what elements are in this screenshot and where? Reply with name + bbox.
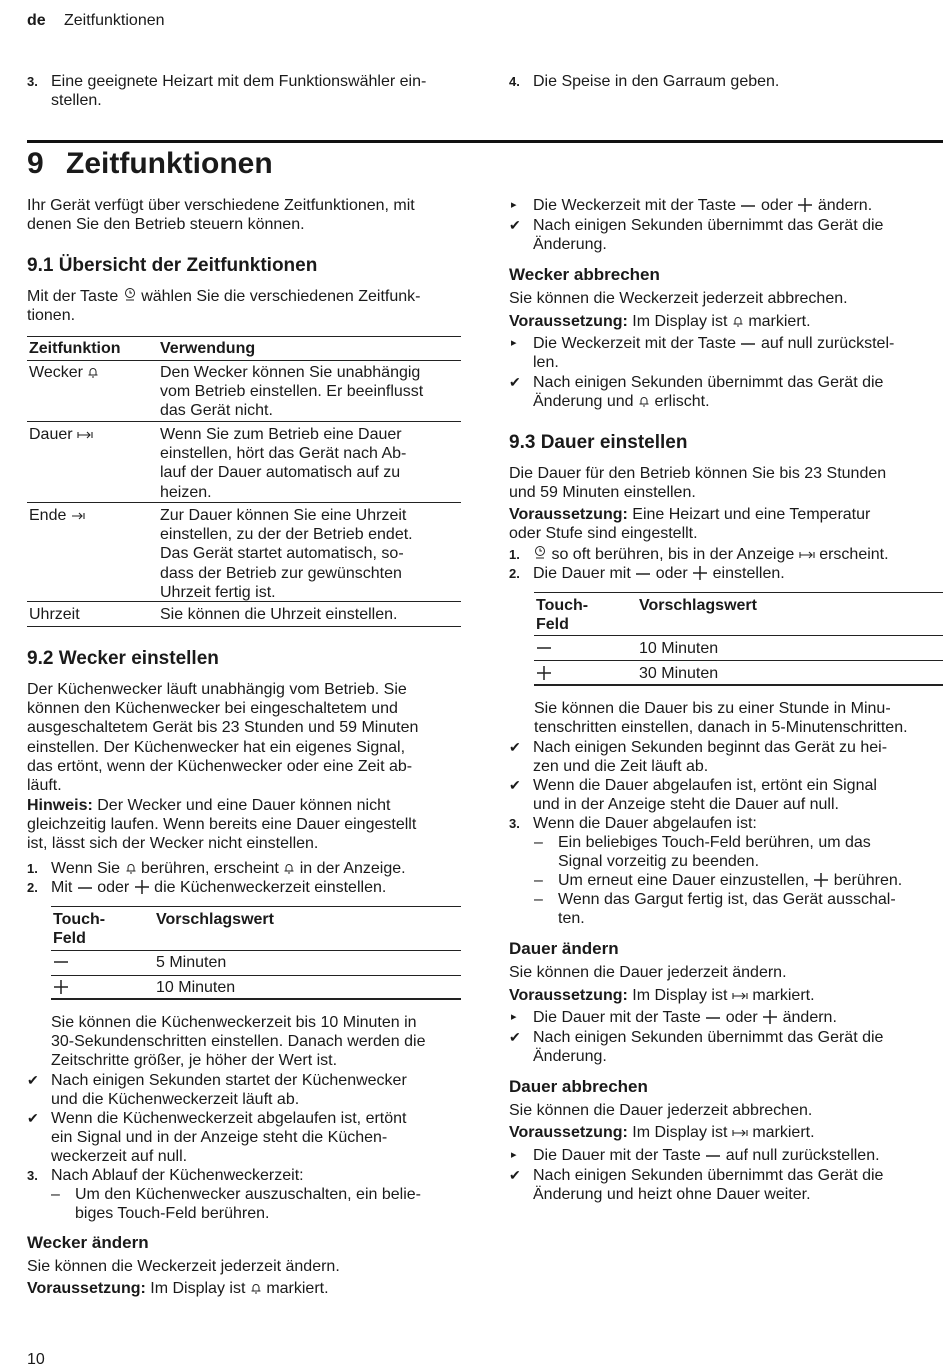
check-icon: ✔: [509, 1029, 521, 1045]
dauer-aendern-text: Sie können die Dauer jederzeit ändern.: [509, 964, 787, 981]
table-row-use-wecker: Den Wecker können Sie unabhängig vom Betrieb einstellen. Er beeinflusst das Gerät nicht.: [160, 364, 424, 420]
s93-result-1: [509, 738, 939, 776]
prereq-label: Voraussetzung:: [509, 313, 628, 330]
step-text: Eine geeignete Heizart mit dem Funktionswähler ein- stellen.: [51, 73, 427, 110]
table-row-rule: [27, 421, 461, 422]
result-text: Nach einigen Sekunden beginnt das Gerät zu hei- zen und die Zeit läuft ab.: [533, 739, 888, 776]
arrow-bullet: ▸: [511, 199, 517, 211]
result-text: Nach einigen Sekunden übernimmt das Gerät die Änderung und: [533, 374, 884, 411]
s92-result-2: [27, 1109, 467, 1167]
check-icon: ✔: [509, 374, 521, 390]
wecker-aendern-result: [509, 216, 939, 254]
s93-sub-2: [534, 871, 944, 890]
table-header-touchfeld: Touch- Feld: [536, 597, 589, 634]
sub-text: berühren.: [833, 872, 903, 889]
step-text: Wenn die Dauer abgelaufen ist:: [533, 815, 757, 832]
table-value: 30 Minuten: [639, 665, 719, 682]
step-text: die Küchenweckerzeit einstellen.: [154, 879, 387, 896]
minus-icon: [705, 1147, 721, 1164]
row-name: Wecker: [29, 364, 83, 381]
result-text: Nach einigen Sekunden übernimmt das Gerät die Änderung und heizt ohne Dauer weiter.: [533, 1167, 884, 1204]
action-text: auf null zurückstel- len.: [533, 335, 895, 372]
dauer-abbrechen-text: Sie können die Dauer jederzeit abbrechen.: [509, 1102, 813, 1119]
plus-icon: [53, 978, 69, 997]
sub-text: Ein beliebiges Touch-Feld berühren, um das Signal vorzeitig zu beenden.: [558, 834, 871, 871]
table-header-zeitfunktion: Zeitfunktion: [29, 340, 121, 357]
duration-icon: [77, 426, 93, 443]
step-text: Die Speise in den Garraum geben.: [533, 73, 780, 90]
top-step-4: [509, 72, 939, 91]
step-number: 2.: [27, 880, 38, 895]
note-label: Hinweis:: [27, 797, 93, 814]
wecker-aendern-prereq: [27, 1279, 329, 1298]
table-row-use-dauer: Wenn Sie zum Betrieb eine Dauer einstellen, hört das Gerät nach Ab- lauf der Dauer automatisch auf zu heizen.: [160, 426, 407, 501]
step-number: 2.: [509, 566, 520, 581]
table-row-name-ende: [29, 506, 85, 525]
dauer-abbrechen-prereq: [509, 1123, 815, 1142]
wecker-aendern-action: [509, 196, 939, 215]
check-icon: ✔: [27, 1072, 39, 1088]
step-number: 3.: [27, 74, 38, 89]
prereq-text: markiert.: [752, 1124, 815, 1141]
table-top-rule: [51, 906, 461, 907]
table-row-rule: [27, 502, 461, 503]
check-icon: ✔: [509, 777, 521, 793]
bell-icon: [638, 393, 650, 410]
dash-bullet: –: [534, 891, 543, 908]
result-text: Wenn die Küchenweckerzeit abgelaufen ist, ertönt ein Signal und in der Anzeige steht die Küchen- weckerzeit auf null.: [51, 1110, 407, 1166]
duration-icon: [732, 987, 748, 1004]
bell-icon: [250, 1280, 262, 1297]
step-text: Wenn Sie: [51, 860, 121, 877]
menu-clock-icon: [123, 288, 137, 305]
row-name: Dauer: [29, 426, 73, 443]
dauer-aendern-action: [509, 1008, 939, 1027]
check-icon: ✔: [509, 739, 521, 755]
minus-icon: [740, 335, 756, 352]
row-name: Ende: [29, 507, 67, 524]
check-icon: ✔: [27, 1110, 39, 1126]
table-row-name-uhrzeit: Uhrzeit: [29, 606, 80, 623]
prereq-text: markiert.: [266, 1280, 329, 1297]
step-text: Die Dauer mit: [533, 565, 631, 582]
section-heading-9-2: 9.2 Wecker einstellen: [27, 648, 219, 669]
s92-step-2: [27, 878, 467, 897]
intro-text: Mit der Taste: [27, 288, 119, 305]
action-text: ändern.: [782, 1009, 837, 1026]
table-header-rule: [51, 950, 461, 951]
arrow-bullet: ▸: [511, 1011, 517, 1023]
dash-bullet: –: [534, 872, 543, 889]
table-value: 5 Minuten: [156, 954, 227, 971]
wecker-abbrechen-action: [509, 334, 939, 372]
table-row-use-ende: Zur Dauer können Sie eine Uhrzeit einstellen, zu der der Betrieb endet. Das Gerät startet automatisch, so- dass der Betrieb zur gewünschten Uhrzeit fertig ist.: [160, 507, 413, 601]
note-text: Der Wecker und eine Dauer können nicht gleichzeitig laufen. Wenn bereits eine Dauer eingestellt ist, lässt sich der Wecker nicht einstellen.: [27, 797, 417, 853]
prereq-label: Voraussetzung:: [509, 1124, 628, 1141]
section-heading-9-1: 9.1 Übersicht der Zeitfunktionen: [27, 255, 318, 276]
step-text: Nach Ablauf der Küchenweckerzeit:: [51, 1167, 304, 1184]
sub-text: Um erneut eine Dauer einzustellen,: [558, 872, 809, 889]
wecker-abbrechen-prereq: [509, 312, 811, 331]
table-row-rule: [51, 975, 461, 976]
check-icon: ✔: [509, 1167, 521, 1183]
language-code: de: [27, 12, 46, 29]
table-top-rule: [534, 592, 943, 593]
table-header-verwendung: Verwendung: [160, 340, 256, 357]
step-number: 3.: [27, 1168, 38, 1183]
minus-icon: [705, 1009, 721, 1026]
duration-icon: [732, 1124, 748, 1141]
plus-icon: [813, 872, 829, 889]
step-text: Mit: [51, 879, 73, 896]
heading-wecker-abbrechen: Wecker abbrechen: [509, 265, 660, 284]
prereq-text: markiert.: [748, 313, 811, 330]
chapter-rule: [27, 140, 943, 143]
end-icon: [71, 507, 85, 524]
table-header-vorschlagswert: Vorschlagswert: [156, 911, 274, 928]
table-row-rule: [534, 660, 943, 661]
heading-wecker-aendern: Wecker ändern: [27, 1233, 149, 1252]
plus-icon: [762, 1009, 778, 1026]
result-text: erlischt.: [654, 393, 710, 411]
section-heading-9-3: 9.3 Dauer einstellen: [509, 432, 688, 453]
bell-icon: [87, 364, 99, 381]
dauer-abbrechen-action: [509, 1146, 939, 1165]
heading-dauer-aendern: Dauer ändern: [509, 939, 619, 958]
prereq-text: Im Display ist: [145, 1280, 246, 1297]
step-text: oder: [97, 879, 130, 896]
table-bottom-rule: [27, 626, 461, 627]
dauer-abbrechen-result: [509, 1166, 939, 1204]
action-text: Die Weckerzeit mit der Taste: [533, 335, 737, 352]
plus-icon: [692, 565, 708, 582]
minus-icon: [53, 953, 69, 972]
table-row-name-dauer: [29, 425, 93, 444]
minus-icon: [77, 879, 93, 896]
result-text: Nach einigen Sekunden übernimmt das Gerät die Änderung.: [533, 217, 884, 254]
chapter-number: 9: [27, 147, 44, 180]
arrow-bullet: ▸: [511, 337, 517, 349]
wecker-aendern-text: Sie können die Weckerzeit jederzeit ändern.: [27, 1258, 340, 1275]
table-row-rule: [27, 601, 461, 602]
table-header-touchfeld: Touch- Feld: [53, 911, 106, 948]
dauer-aendern-result: [509, 1028, 939, 1066]
result-text: Wenn die Dauer abgelaufen ist, ertönt ein Signal und in der Anzeige steht die Dauer auf null.: [533, 777, 877, 814]
s92-note: [27, 796, 467, 854]
wecker-abbrechen-result: [509, 373, 939, 411]
s93-step-1: [509, 545, 943, 564]
s92-step-1: [27, 859, 467, 878]
step-number: 3.: [509, 816, 520, 831]
s93-prereq: [509, 505, 939, 543]
action-text: Die Dauer mit der Taste: [533, 1147, 701, 1164]
bell-icon: [125, 860, 137, 877]
prereq-text: Eine Heizart und eine Temperatur oder Stufe sind eingestellt.: [509, 506, 871, 543]
table-header-rule: [27, 360, 461, 361]
prereq-label: Voraussetzung:: [27, 1280, 146, 1297]
sub-text: Wenn das Gargut fertig ist, das Gerät ausschal- ten.: [558, 891, 896, 928]
result-text: Nach einigen Sekunden übernimmt das Gerät die Änderung.: [533, 1029, 884, 1066]
prereq-label: Voraussetzung:: [509, 506, 628, 523]
s92-result-1: [27, 1071, 467, 1109]
plus-icon: [134, 879, 150, 896]
dauer-aendern-prereq: [509, 986, 815, 1005]
sub-text: Um den Küchenwecker auszuschalten, ein belie- biges Touch-Feld berühren.: [75, 1186, 421, 1223]
s91-intro: [27, 287, 467, 325]
step-text: in der Anzeige.: [299, 860, 406, 877]
s92-step-3-sub: [51, 1185, 471, 1223]
dash-bullet: –: [534, 834, 543, 851]
minus-icon: [536, 639, 552, 658]
table-header-rule: [534, 635, 943, 636]
top-step-3: [27, 72, 467, 110]
s93-step-3: [509, 814, 939, 833]
duration-icon: [799, 546, 815, 563]
step-number: 4.: [509, 74, 520, 89]
s93-sub-1: [534, 833, 944, 871]
minus-icon: [740, 197, 756, 214]
table-row-name-wecker: [29, 363, 99, 382]
s93-after-table: Sie können die Dauer bis zu einer Stunde in Minu- tenschritten einstellen, danach in 5-Minutenschritten.: [534, 700, 908, 737]
action-text: Die Weckerzeit mit der Taste: [533, 197, 737, 214]
action-text: oder: [760, 197, 793, 214]
check-icon: ✔: [509, 217, 521, 233]
bell-icon: [283, 860, 295, 877]
prereq-label: Voraussetzung:: [509, 987, 628, 1004]
chapter-heading: [27, 146, 273, 182]
arrow-bullet: ▸: [511, 1149, 517, 1161]
step-text: erscheint.: [819, 546, 889, 563]
s92-after-table: Sie können die Küchenweckerzeit bis 10 Minuten in 30-Sekundenschritten einstellen. Danach werden die Zeitschritte größer, je höher der Wert ist.: [51, 1014, 426, 1070]
s93-intro: Die Dauer für den Betrieb können Sie bis 23 Stunden und 59 Minuten einstellen.: [509, 465, 887, 502]
wecker-abbrechen-text: Sie können die Weckerzeit jederzeit abbrechen.: [509, 290, 848, 307]
table-row-use-uhrzeit: Sie können die Uhrzeit einstellen.: [160, 606, 398, 623]
action-text: oder: [725, 1009, 758, 1026]
result-text: Nach einigen Sekunden startet der Küchenwecker und die Küchenweckerzeit läuft ab.: [51, 1072, 407, 1109]
minus-icon: [635, 565, 651, 582]
prereq-text: Im Display ist: [627, 987, 728, 1004]
table-header-vorschlagswert: Vorschlagswert: [639, 597, 757, 614]
table-value: 10 Minuten: [639, 640, 719, 657]
page-number: 10: [27, 1351, 45, 1368]
s93-sub-3: [534, 890, 944, 928]
bell-icon: [732, 313, 744, 330]
running-header-title: Zeitfunktionen: [64, 12, 165, 29]
step-number: 1.: [509, 547, 520, 562]
heading-dauer-abbrechen: Dauer abbrechen: [509, 1077, 648, 1096]
step-text: so oft berühren, bis in der Anzeige: [551, 546, 795, 563]
chapter-intro: Ihr Gerät verfügt über verschiedene Zeitfunktionen, mit denen Sie den Betrieb steuern können.: [27, 197, 415, 234]
action-text: auf null zurückstellen.: [725, 1147, 880, 1164]
prereq-text: Im Display ist: [627, 1124, 728, 1141]
table-top-rule: [27, 336, 461, 337]
intro-text-cont: wählen Sie die verschiedenen Zeitfunk- tionen.: [27, 288, 421, 325]
table-bottom-rule: [51, 998, 461, 1000]
step-text: oder: [655, 565, 688, 582]
plus-icon: [536, 664, 552, 683]
s93-result-2: [509, 776, 939, 814]
step-text: einstellen.: [712, 565, 785, 582]
chapter-title: Zeitfunktionen: [66, 147, 273, 180]
s92-step-3: [27, 1166, 467, 1185]
s92-intro: Der Küchenwecker läuft unabhängig vom Betrieb. Sie können den Küchenwecker bei eingeschaltetem und ausgeschaltetem Gerät bis 23 Stunden und 59 Minuten einstellen. Der Küchenwecker hat ein eigenes Signal, das ertönt, wenn der Küchenwecker oder eine Zeit ab- läuft.: [27, 681, 419, 795]
action-text: Die Dauer mit der Taste: [533, 1009, 701, 1026]
table-bottom-rule: [534, 684, 943, 686]
menu-clock-icon: [533, 546, 547, 563]
prereq-text: markiert.: [752, 987, 815, 1004]
plus-icon: [797, 197, 813, 214]
s93-step-2: [509, 564, 939, 583]
step-number: 1.: [27, 861, 38, 876]
prereq-text: Im Display ist: [627, 313, 728, 330]
step-text: berühren, erscheint: [140, 860, 279, 877]
table-value: 10 Minuten: [156, 979, 236, 996]
dash-bullet: –: [51, 1186, 60, 1203]
action-text: ändern.: [817, 197, 873, 214]
